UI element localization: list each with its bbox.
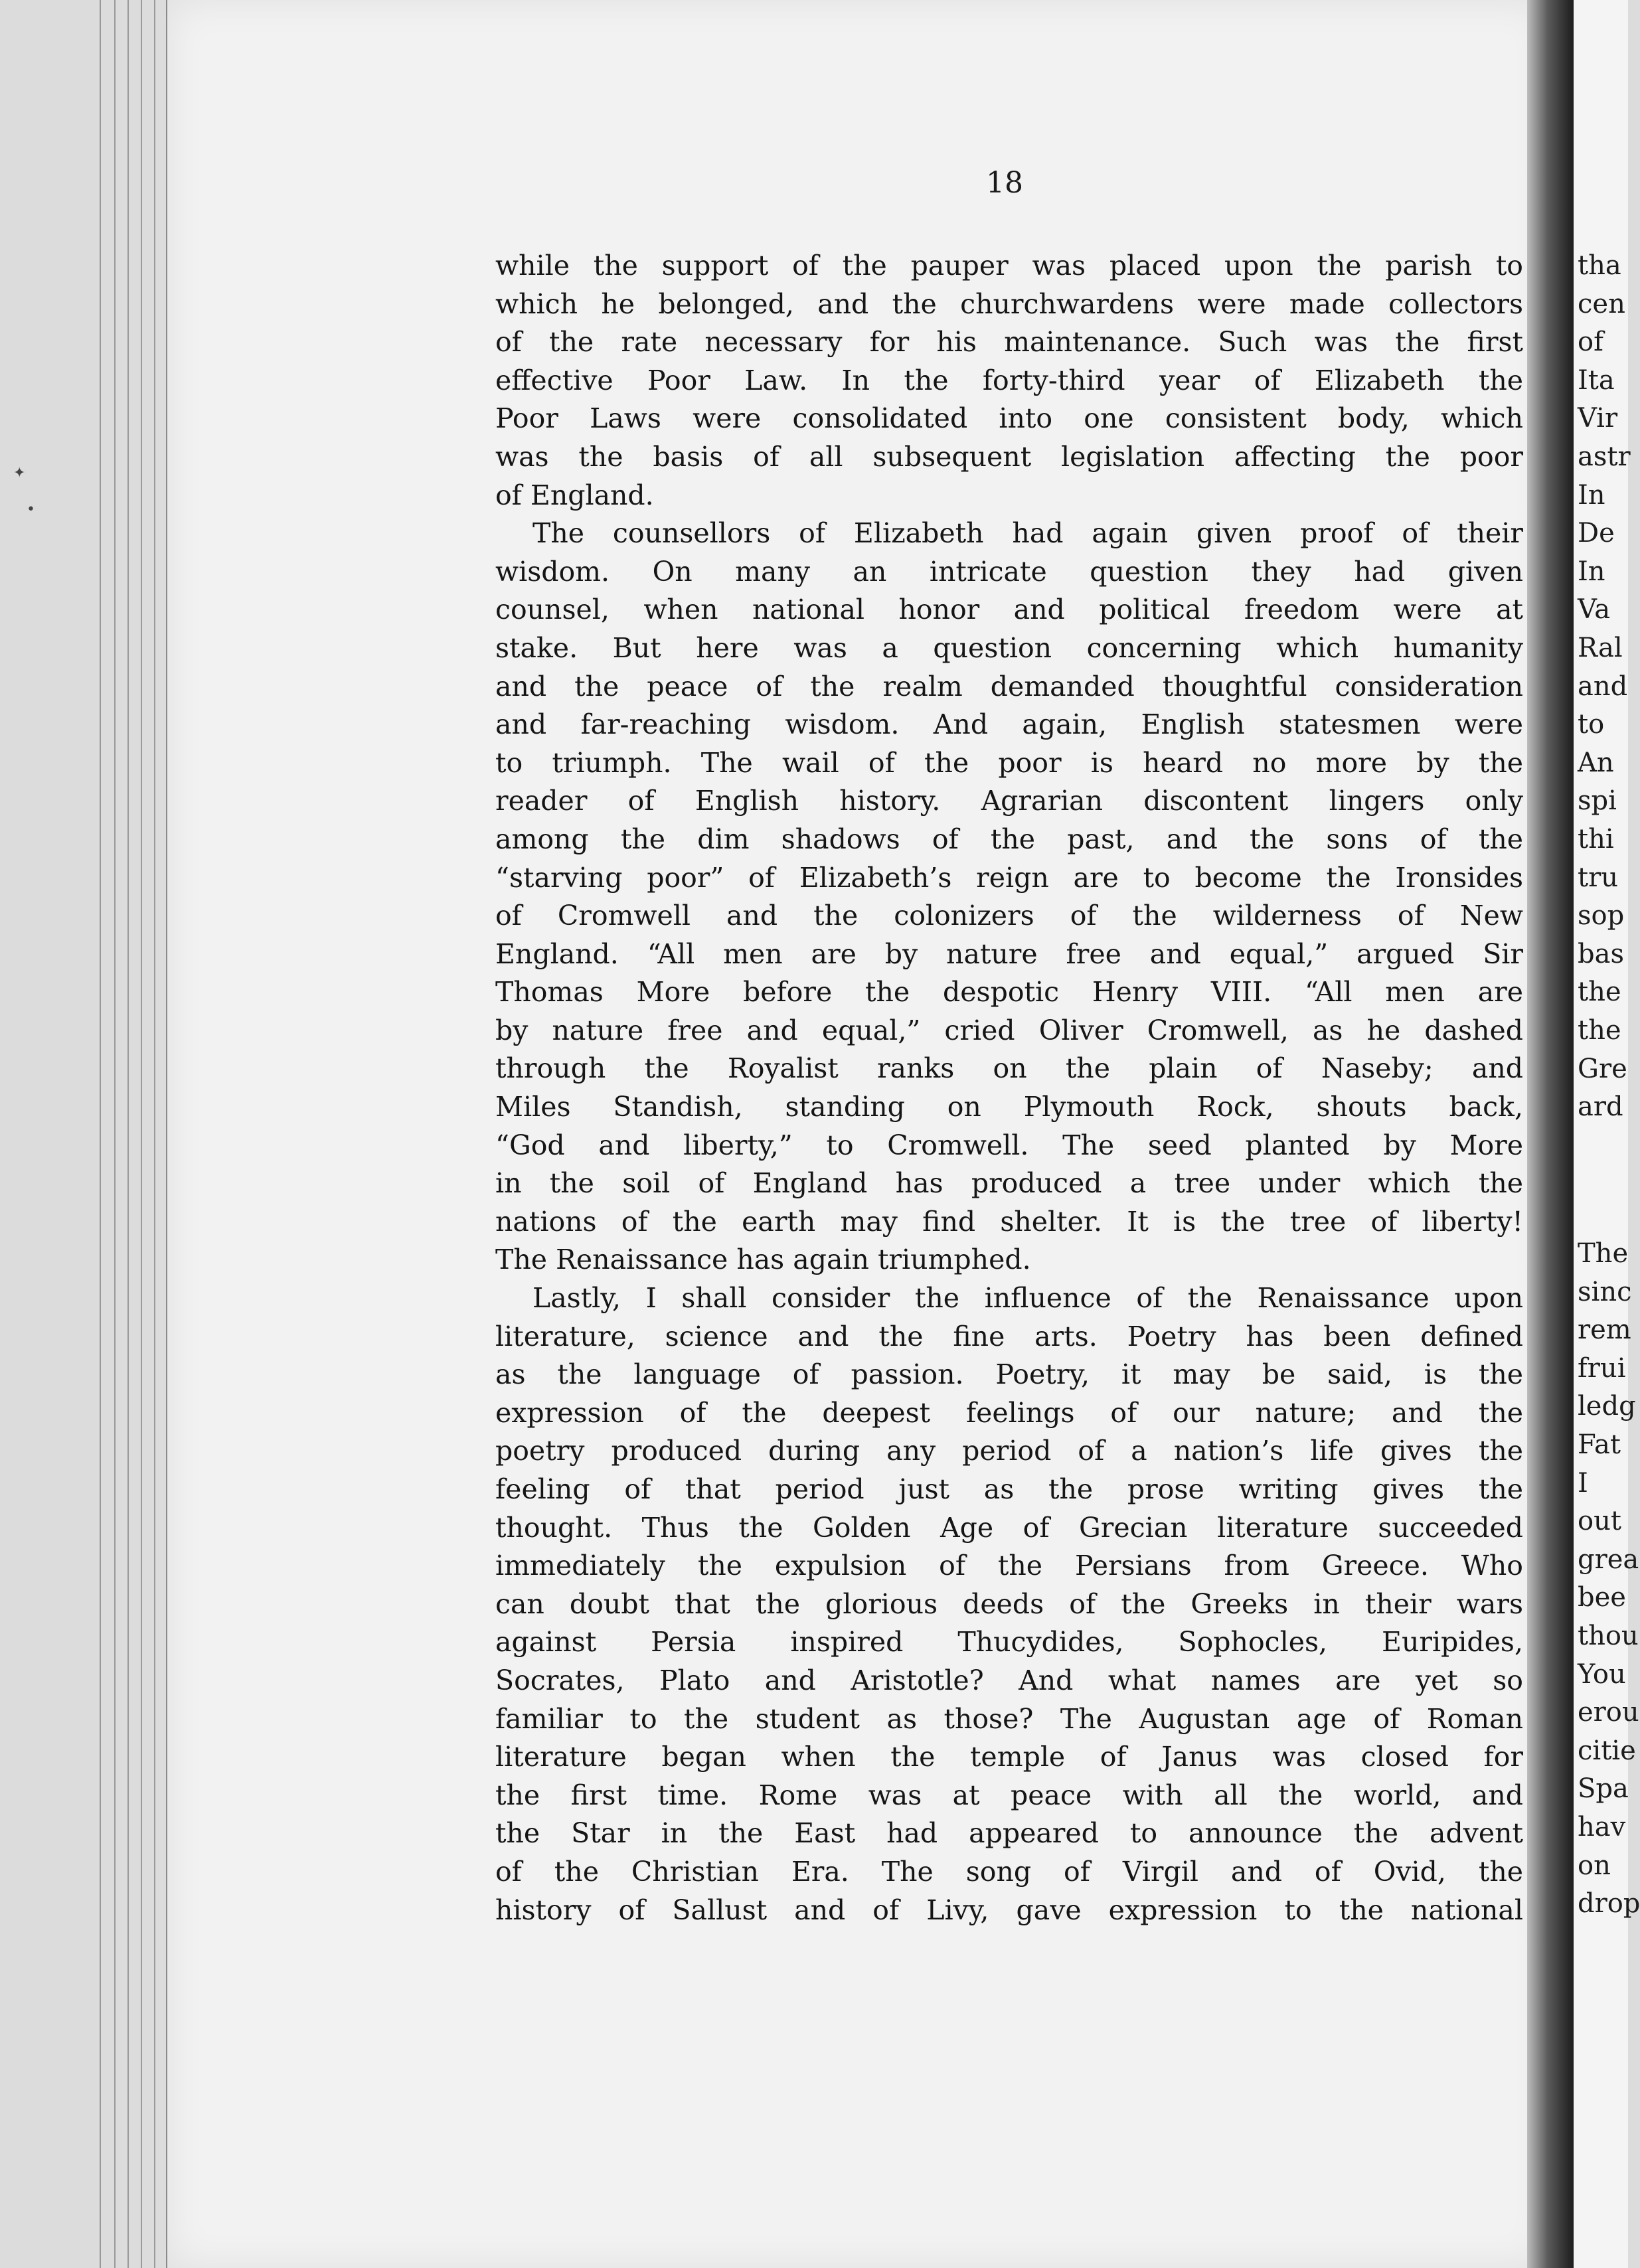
text-line: to triumph. The wail of the poor is heard no more by the bbox=[495, 746, 1523, 779]
facing-page-fragment: hav bbox=[1578, 1812, 1626, 1842]
text-line: by nature free and equal,” cried Oliver Cromwell, as he dashed bbox=[495, 1014, 1523, 1046]
facing-page-fragment: An bbox=[1578, 748, 1614, 778]
facing-page-fragment: astr bbox=[1578, 442, 1631, 472]
text-line: of the rate necessary for his maintenance. Such was the first bbox=[495, 326, 1523, 359]
text-line: expression of the deepest feelings of our nature; and the bbox=[495, 1396, 1523, 1429]
page-edge bbox=[141, 0, 142, 2268]
facing-page-fragment: sinc bbox=[1578, 1277, 1632, 1307]
facing-page-strip bbox=[1574, 0, 1640, 2268]
page-edge bbox=[100, 0, 101, 2268]
scan-speck: • bbox=[27, 501, 35, 518]
facing-page-fragment: You bbox=[1578, 1659, 1626, 1690]
facing-page-fragment: erou bbox=[1578, 1697, 1639, 1728]
page-number: 18 bbox=[986, 166, 1023, 200]
page-edge bbox=[154, 0, 155, 2268]
facing-page-fragment: tha bbox=[1578, 250, 1621, 281]
text-line: as the language of passion. Poetry, it may be said, is the bbox=[495, 1358, 1523, 1391]
facing-page-fragment: The bbox=[1578, 1238, 1629, 1269]
text-line: counsel, when national honor and political freedom were at bbox=[495, 594, 1523, 626]
facing-page-fragment: and bbox=[1578, 671, 1628, 702]
facing-page-fragment: thi bbox=[1578, 824, 1614, 854]
text-line: among the dim shadows of the past, and the sons of the bbox=[495, 823, 1523, 855]
page-edge bbox=[127, 0, 129, 2268]
text-line: can doubt that the glorious deeds of the Greeks in their wars bbox=[495, 1587, 1523, 1620]
facing-page-fragment: thou bbox=[1578, 1621, 1639, 1651]
book-gutter-shadow bbox=[1527, 0, 1574, 2268]
text-line: was the basis of all subsequent legislation affecting the poor bbox=[495, 440, 1523, 473]
text-line: in the soil of England has produced a tree under which the bbox=[495, 1167, 1523, 1200]
text-line: immediately the expulsion of the Persians from Greece. Who bbox=[495, 1550, 1523, 1582]
text-line: thought. Thus the Golden Age of Grecian literature succeeded bbox=[495, 1511, 1523, 1544]
facing-page-fragment: cen bbox=[1578, 289, 1625, 319]
text-line: “starving poor” of Elizabeth’s reign are to become the Ironsides bbox=[495, 861, 1523, 894]
text-line: feeling of that period just as the prose writing gives the bbox=[495, 1473, 1523, 1505]
text-line: The Renaissance has again triumphed. bbox=[495, 1244, 1031, 1276]
page-edge bbox=[114, 0, 116, 2268]
text-line: Thomas More before the despotic Henry VIII. “All men are bbox=[495, 976, 1523, 1009]
facing-page-fragment: to bbox=[1578, 709, 1605, 740]
text-line: reader of English history. Agrarian discontent lingers only bbox=[495, 785, 1523, 817]
text-line: The counsellors of Elizabeth had again given proof of their bbox=[533, 517, 1523, 550]
facing-page-fragment: Va bbox=[1578, 594, 1611, 625]
facing-page-fragment: sop bbox=[1578, 900, 1625, 931]
text-line: Socrates, Plato and Aristotle? And what names are yet so bbox=[495, 1664, 1523, 1696]
text-line: and the peace of the realm demanded thoughtful consideration bbox=[495, 670, 1523, 702]
text-line: Miles Standish, standing on Plymouth Rock, shouts back, bbox=[495, 1091, 1523, 1123]
scan-speck: ✦ bbox=[13, 465, 26, 481]
text-line: while the support of the pauper was placed upon the parish to bbox=[495, 250, 1523, 282]
facing-page-fragment: out bbox=[1578, 1506, 1621, 1536]
text-line: of the Christian Era. The song of Virgil and of Ovid, the bbox=[495, 1855, 1523, 1888]
text-line: nations of the earth may find shelter. It is the tree of liberty! bbox=[495, 1205, 1523, 1238]
facing-page-fragment: spi bbox=[1578, 785, 1617, 816]
facing-page-fragment: bee bbox=[1578, 1582, 1626, 1613]
text-line: of England. bbox=[495, 479, 654, 511]
text-line: familiar to the student as those? The Augustan age of Roman bbox=[495, 1702, 1523, 1735]
text-line: Poor Laws were consolidated into one consistent body, which bbox=[495, 402, 1523, 435]
text-line: poetry produced during any period of a nation’s life gives the bbox=[495, 1435, 1523, 1467]
text-line: literature began when the temple of Janus was closed for bbox=[495, 1741, 1523, 1773]
text-line: and far-reaching wisdom. And again, English statesmen were bbox=[495, 708, 1523, 741]
facing-page-fragment: ard bbox=[1578, 1092, 1623, 1122]
facing-page-fragment: Vir bbox=[1578, 403, 1618, 434]
text-line: literature, science and the fine arts. Poetry has been defined bbox=[495, 1320, 1523, 1352]
text-line: history of Sallust and of Livy, gave expression to the national bbox=[495, 1894, 1523, 1926]
text-line: wisdom. On many an intricate question they had given bbox=[495, 555, 1523, 588]
facing-page-fragment: rem bbox=[1578, 1315, 1631, 1345]
text-line: against Persia inspired Thucydides, Sophocles, Euripides, bbox=[495, 1626, 1523, 1659]
facing-page-fragment: the bbox=[1578, 977, 1621, 1007]
facing-page-fragment: tru bbox=[1578, 862, 1618, 893]
facing-page-fragment: grea bbox=[1578, 1544, 1639, 1575]
text-line: of Cromwell and the colonizers of the wilderness of New bbox=[495, 900, 1523, 932]
text-line: effective Poor Law. In the forty-third year of Elizabeth the bbox=[495, 364, 1523, 396]
facing-page-fragment: Ral bbox=[1578, 633, 1623, 663]
text-line: stake. But here was a question concerning which humanity bbox=[495, 631, 1523, 664]
facing-page-fragment: In bbox=[1578, 480, 1605, 511]
facing-page-fragment: I bbox=[1578, 1468, 1588, 1498]
facing-page-fragment: Gre bbox=[1578, 1054, 1627, 1084]
body-text bbox=[495, 247, 1523, 1929]
text-line: Lastly, I shall consider the influence of the Renaissance upon bbox=[533, 1282, 1523, 1315]
facing-page-fragment: on bbox=[1578, 1850, 1611, 1881]
facing-page-fragment: Ita bbox=[1578, 365, 1615, 396]
text-line: through the Royalist ranks on the plain of Naseby; and bbox=[495, 1052, 1523, 1085]
text-line: the first time. Rome was at peace with all the world, and bbox=[495, 1779, 1523, 1811]
text-line: England. “All men are by nature free and equal,” argued Sir bbox=[495, 937, 1523, 970]
facing-page-fragment: the bbox=[1578, 1015, 1621, 1046]
facing-page-fragment: In bbox=[1578, 556, 1605, 587]
facing-page-fragment: ledg bbox=[1578, 1391, 1636, 1421]
facing-page-fragment: Fat bbox=[1578, 1429, 1621, 1460]
facing-page-fragment: De bbox=[1578, 518, 1615, 548]
text-line: which he belonged, and the churchwardens were made collectors bbox=[495, 287, 1523, 320]
facing-page-fragment: frui bbox=[1578, 1353, 1626, 1384]
facing-page-fragment: Spa bbox=[1578, 1773, 1629, 1804]
facing-page-fragment: drop bbox=[1578, 1888, 1640, 1919]
facing-page-fragment: of bbox=[1578, 327, 1603, 357]
text-line: the Star in the East had appeared to announce the advent bbox=[495, 1817, 1523, 1850]
facing-page-fragment: citie bbox=[1578, 1736, 1636, 1766]
facing-page-fragment: bas bbox=[1578, 939, 1624, 969]
text-line: “God and liberty,” to Cromwell. The seed planted by More bbox=[495, 1129, 1523, 1161]
